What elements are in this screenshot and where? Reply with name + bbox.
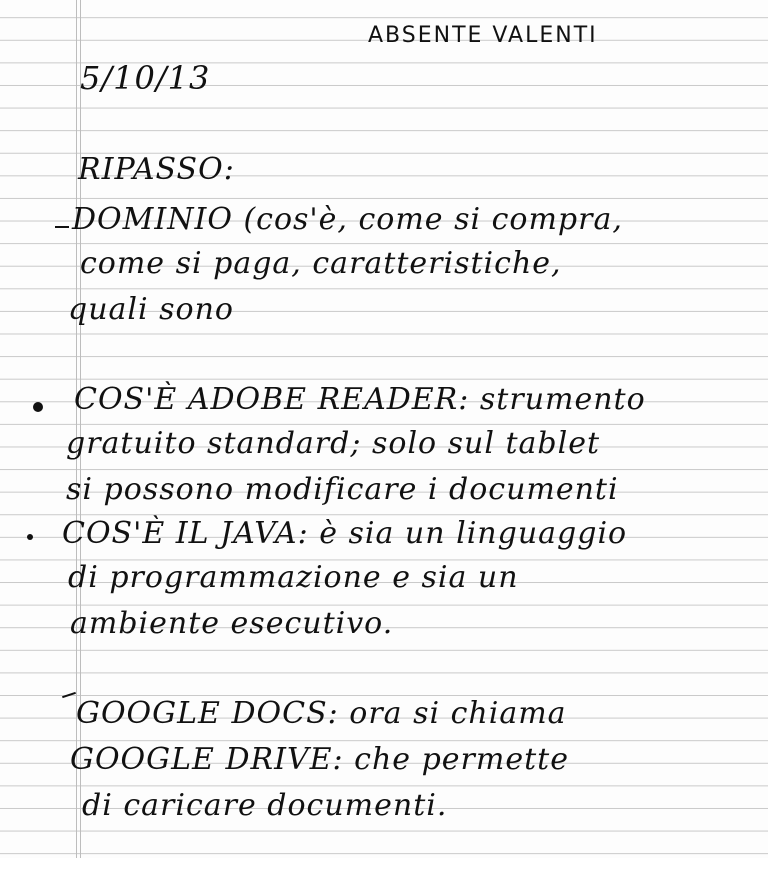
header-note: ABSENTE VALENTI <box>368 23 598 48</box>
bullet <box>27 534 33 540</box>
bullet <box>33 402 43 412</box>
text-line: GOOGLE DOCS: ora si chiama <box>76 696 567 731</box>
text-line: di programmazione e sia un <box>68 560 519 595</box>
text-line: DOMINIO (cos'è, come si compra, <box>72 202 623 237</box>
text-line: gratuito standard; solo sul tablet <box>66 426 601 461</box>
text-line: COS'È IL JAVA: è sia un linguaggio <box>62 516 628 551</box>
page-bottom-margin <box>0 858 768 888</box>
dash-marker <box>62 692 76 698</box>
text-line: ambiente esecutivo. <box>70 606 394 641</box>
text-line: COS'È ADOBE READER: strumento <box>74 382 646 417</box>
text-line: come si paga, caratteristiche, <box>80 246 562 281</box>
date: 5/10/13 <box>80 59 211 97</box>
text-line: GOOGLE DRIVE: che permette <box>70 742 569 777</box>
text-line: si possono modificare i documenti <box>66 472 619 507</box>
text-line: quali sono <box>68 292 234 327</box>
text-line: di caricare documenti. <box>82 788 448 823</box>
section-title: RIPASSO: <box>78 152 235 187</box>
dash-marker <box>55 226 69 228</box>
